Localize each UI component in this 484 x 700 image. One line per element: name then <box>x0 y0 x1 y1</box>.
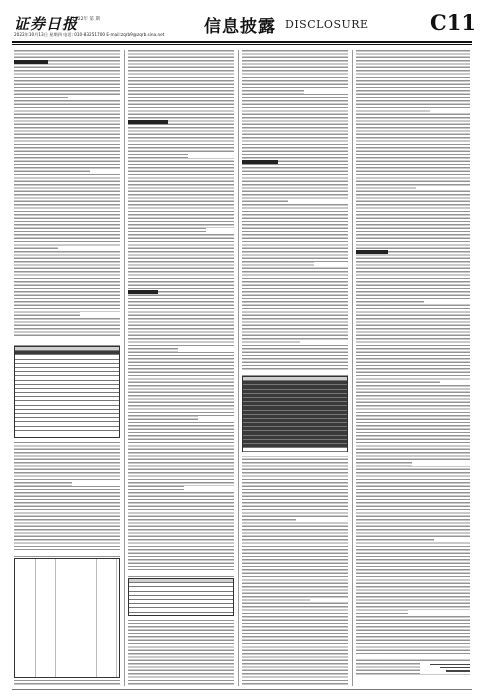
masthead <box>0 0 484 48</box>
logo-subtitle: 2022年 第 期 <box>72 17 100 22</box>
column-end-space <box>356 676 470 686</box>
text-column-4 <box>356 50 470 686</box>
section-gap <box>128 616 234 620</box>
paragraph-end <box>206 228 234 232</box>
text-column-1 <box>14 50 120 686</box>
data-table <box>14 558 120 678</box>
section-gap <box>14 338 120 344</box>
paragraph-end <box>310 598 348 602</box>
section-gap <box>14 550 120 556</box>
paragraph-heading <box>242 160 278 164</box>
paragraph-end <box>198 416 234 420</box>
paragraph-end <box>68 96 120 100</box>
paragraph-end <box>188 154 234 158</box>
body-text-lines <box>356 50 470 686</box>
newspaper-logo: 证券日报 <box>14 15 79 33</box>
paragraph-end <box>288 200 348 204</box>
section-gap <box>356 654 470 658</box>
column-divider <box>124 50 125 686</box>
data-table <box>242 376 348 452</box>
paragraph-end <box>178 348 234 352</box>
paragraph-end <box>296 518 348 522</box>
announcement-signoff <box>420 662 470 674</box>
masthead-rule-thin <box>12 44 472 45</box>
column-divider <box>352 50 353 686</box>
paragraph-end <box>430 108 470 112</box>
paragraph-heading <box>128 290 158 294</box>
issue-info-line: 2022年10月13日 星期四 电话: 010-83251700 E-mail:zqrb9@zqrb.sina.net <box>14 32 165 37</box>
paragraph-end <box>90 170 120 174</box>
section-gap <box>128 570 234 576</box>
paragraph-end <box>80 312 120 316</box>
paragraph-heading <box>14 60 48 64</box>
section-title: 信息披露 <box>204 17 276 37</box>
paragraph-end <box>300 340 348 344</box>
paragraph-end <box>314 262 348 266</box>
paragraph-end <box>184 486 234 490</box>
section-gap <box>242 370 348 375</box>
data-table <box>128 578 234 616</box>
page-number: C11 <box>430 10 476 35</box>
paragraph-end <box>440 380 470 384</box>
paragraph-end <box>408 610 470 614</box>
data-table <box>14 346 120 438</box>
section-title-english: DISCLOSURE <box>285 18 369 31</box>
paragraph-end <box>416 186 470 190</box>
paragraph-end <box>412 462 470 466</box>
paragraph-end <box>304 90 348 94</box>
paragraph-end <box>58 246 120 250</box>
body-text-lines <box>242 50 348 686</box>
paragraph-end <box>424 300 470 304</box>
section-gap <box>14 438 120 442</box>
paragraph-heading <box>128 120 168 124</box>
paragraph-end <box>72 482 120 486</box>
paragraph-heading <box>356 250 388 254</box>
text-column-3 <box>242 50 348 686</box>
text-column-2 <box>128 50 234 686</box>
column-divider <box>238 50 239 686</box>
paragraph-end <box>434 538 470 542</box>
footer-rule <box>12 689 472 690</box>
section-gap <box>242 452 348 456</box>
masthead-rule <box>12 41 472 43</box>
